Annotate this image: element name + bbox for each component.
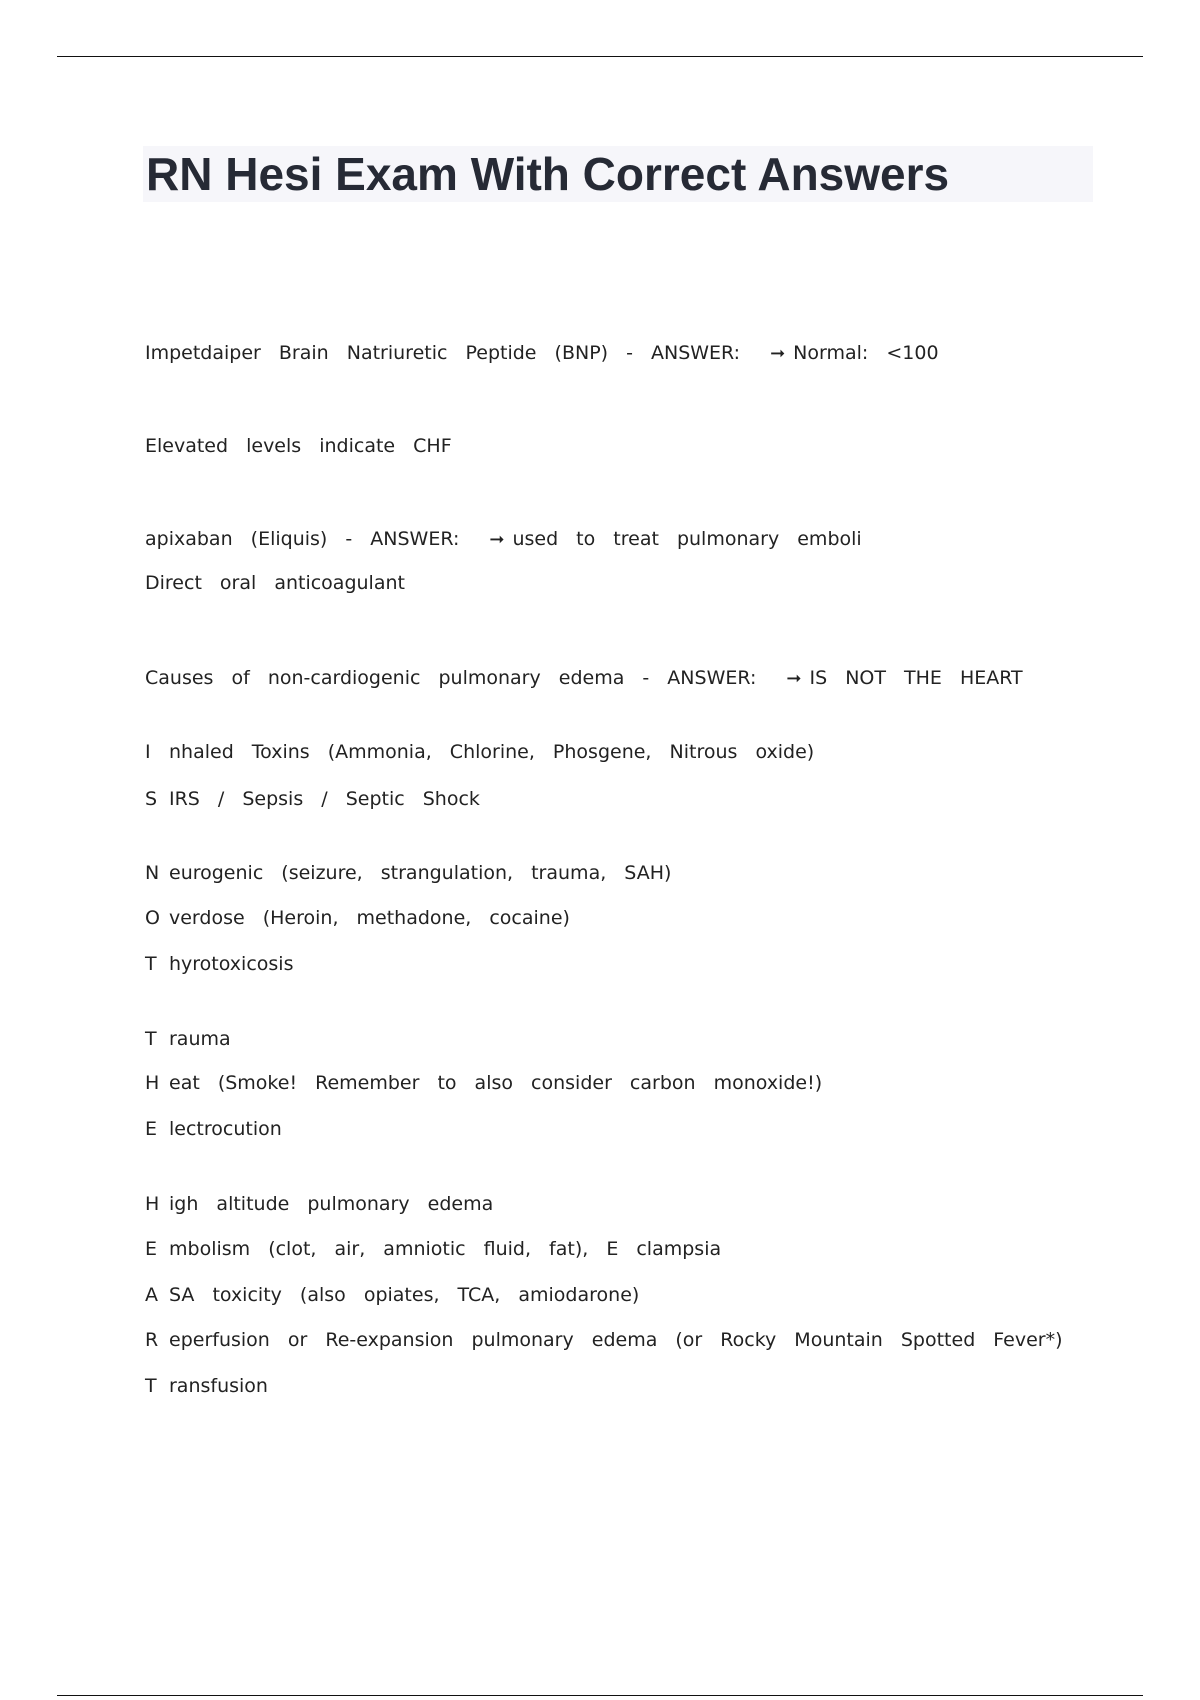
question-text: apixaban (Eliquis) - ANSWER: bbox=[145, 528, 460, 550]
answer-text: Normal: <100 bbox=[793, 342, 939, 364]
mnemonic-text: SA toxicity (also opiates, TCA, amiodarone) bbox=[169, 1284, 640, 1306]
qa-entry-bnp bbox=[145, 341, 939, 366]
answer-text: IS NOT THE HEART bbox=[809, 667, 1023, 689]
question-text: Causes of non-cardiogenic pulmonary edema - ANSWER: bbox=[145, 667, 757, 689]
mnemonic-letter: H bbox=[145, 1193, 160, 1215]
arrow-right-icon: ➞ bbox=[489, 529, 505, 550]
mnemonic-line bbox=[145, 1117, 282, 1141]
page-title: RN Hesi Exam With Correct Answers bbox=[146, 148, 950, 200]
mnemonic-line bbox=[145, 1283, 639, 1307]
question-text: Impetdaiper Brain Natriuretic Peptide (BNP) - ANSWER: bbox=[145, 342, 741, 364]
qa-entry-edema bbox=[145, 666, 1023, 691]
arrow-right-icon: ➞ bbox=[786, 668, 802, 689]
mnemonic-letter: E bbox=[145, 1238, 158, 1260]
arrow-right-icon: ➞ bbox=[770, 343, 786, 364]
top-rule bbox=[57, 56, 1143, 57]
mnemonic-letter: I bbox=[145, 741, 151, 763]
mnemonic-letter: N bbox=[145, 862, 160, 884]
mnemonic-line bbox=[145, 1192, 493, 1216]
qa-entry-apixaban bbox=[145, 527, 862, 552]
mnemonic-text: hyrotoxicosis bbox=[169, 953, 294, 975]
mnemonic-text: nhaled Toxins (Ammonia, Chlorine, Phosgene, Nitrous oxide) bbox=[169, 741, 815, 763]
bottom-rule bbox=[57, 1695, 1143, 1696]
mnemonic-text: eurogenic (seizure, strangulation, trauma, SAH) bbox=[169, 862, 672, 884]
mnemonic-letter: A bbox=[145, 1284, 158, 1306]
mnemonic-line bbox=[145, 740, 814, 764]
mnemonic-letter: T bbox=[145, 1028, 157, 1050]
mnemonic-line bbox=[145, 787, 480, 811]
mnemonic-letter: T bbox=[145, 953, 157, 975]
mnemonic-letter: S bbox=[145, 788, 158, 810]
note-line: Direct oral anticoagulant bbox=[145, 572, 405, 594]
mnemonic-line bbox=[145, 952, 293, 976]
note-line: Elevated levels indicate CHF bbox=[145, 435, 452, 457]
mnemonic-line bbox=[145, 1328, 1063, 1352]
mnemonic-text: ransfusion bbox=[169, 1375, 268, 1397]
mnemonic-line bbox=[145, 1071, 822, 1095]
mnemonic-line bbox=[145, 906, 570, 930]
mnemonic-text: igh altitude pulmonary edema bbox=[169, 1193, 494, 1215]
mnemonic-text: verdose (Heroin, methadone, cocaine) bbox=[169, 907, 570, 929]
mnemonic-line bbox=[145, 1027, 231, 1051]
mnemonic-letter: T bbox=[145, 1375, 157, 1397]
mnemonic-line bbox=[145, 1237, 721, 1261]
mnemonic-text: eperfusion or Re-expansion pulmonary edema (or Rocky Mountain Spotted Fever*) bbox=[169, 1329, 1063, 1351]
mnemonic-text: IRS / Sepsis / Septic Shock bbox=[169, 788, 480, 810]
mnemonic-text: mbolism (clot, air, amniotic fluid, fat), E clampsia bbox=[169, 1238, 722, 1260]
mnemonic-text: eat (Smoke! Remember to also consider carbon monoxide!) bbox=[169, 1072, 823, 1094]
mnemonic-letter: H bbox=[145, 1072, 160, 1094]
answer-text: used to treat pulmonary emboli bbox=[512, 528, 862, 550]
mnemonic-text: lectrocution bbox=[169, 1118, 282, 1140]
mnemonic-letter: E bbox=[145, 1118, 158, 1140]
mnemonic-letter: R bbox=[145, 1329, 159, 1351]
mnemonic-line bbox=[145, 861, 671, 885]
mnemonic-line bbox=[145, 1374, 268, 1398]
mnemonic-letter: O bbox=[145, 907, 160, 929]
mnemonic-text: rauma bbox=[169, 1028, 231, 1050]
